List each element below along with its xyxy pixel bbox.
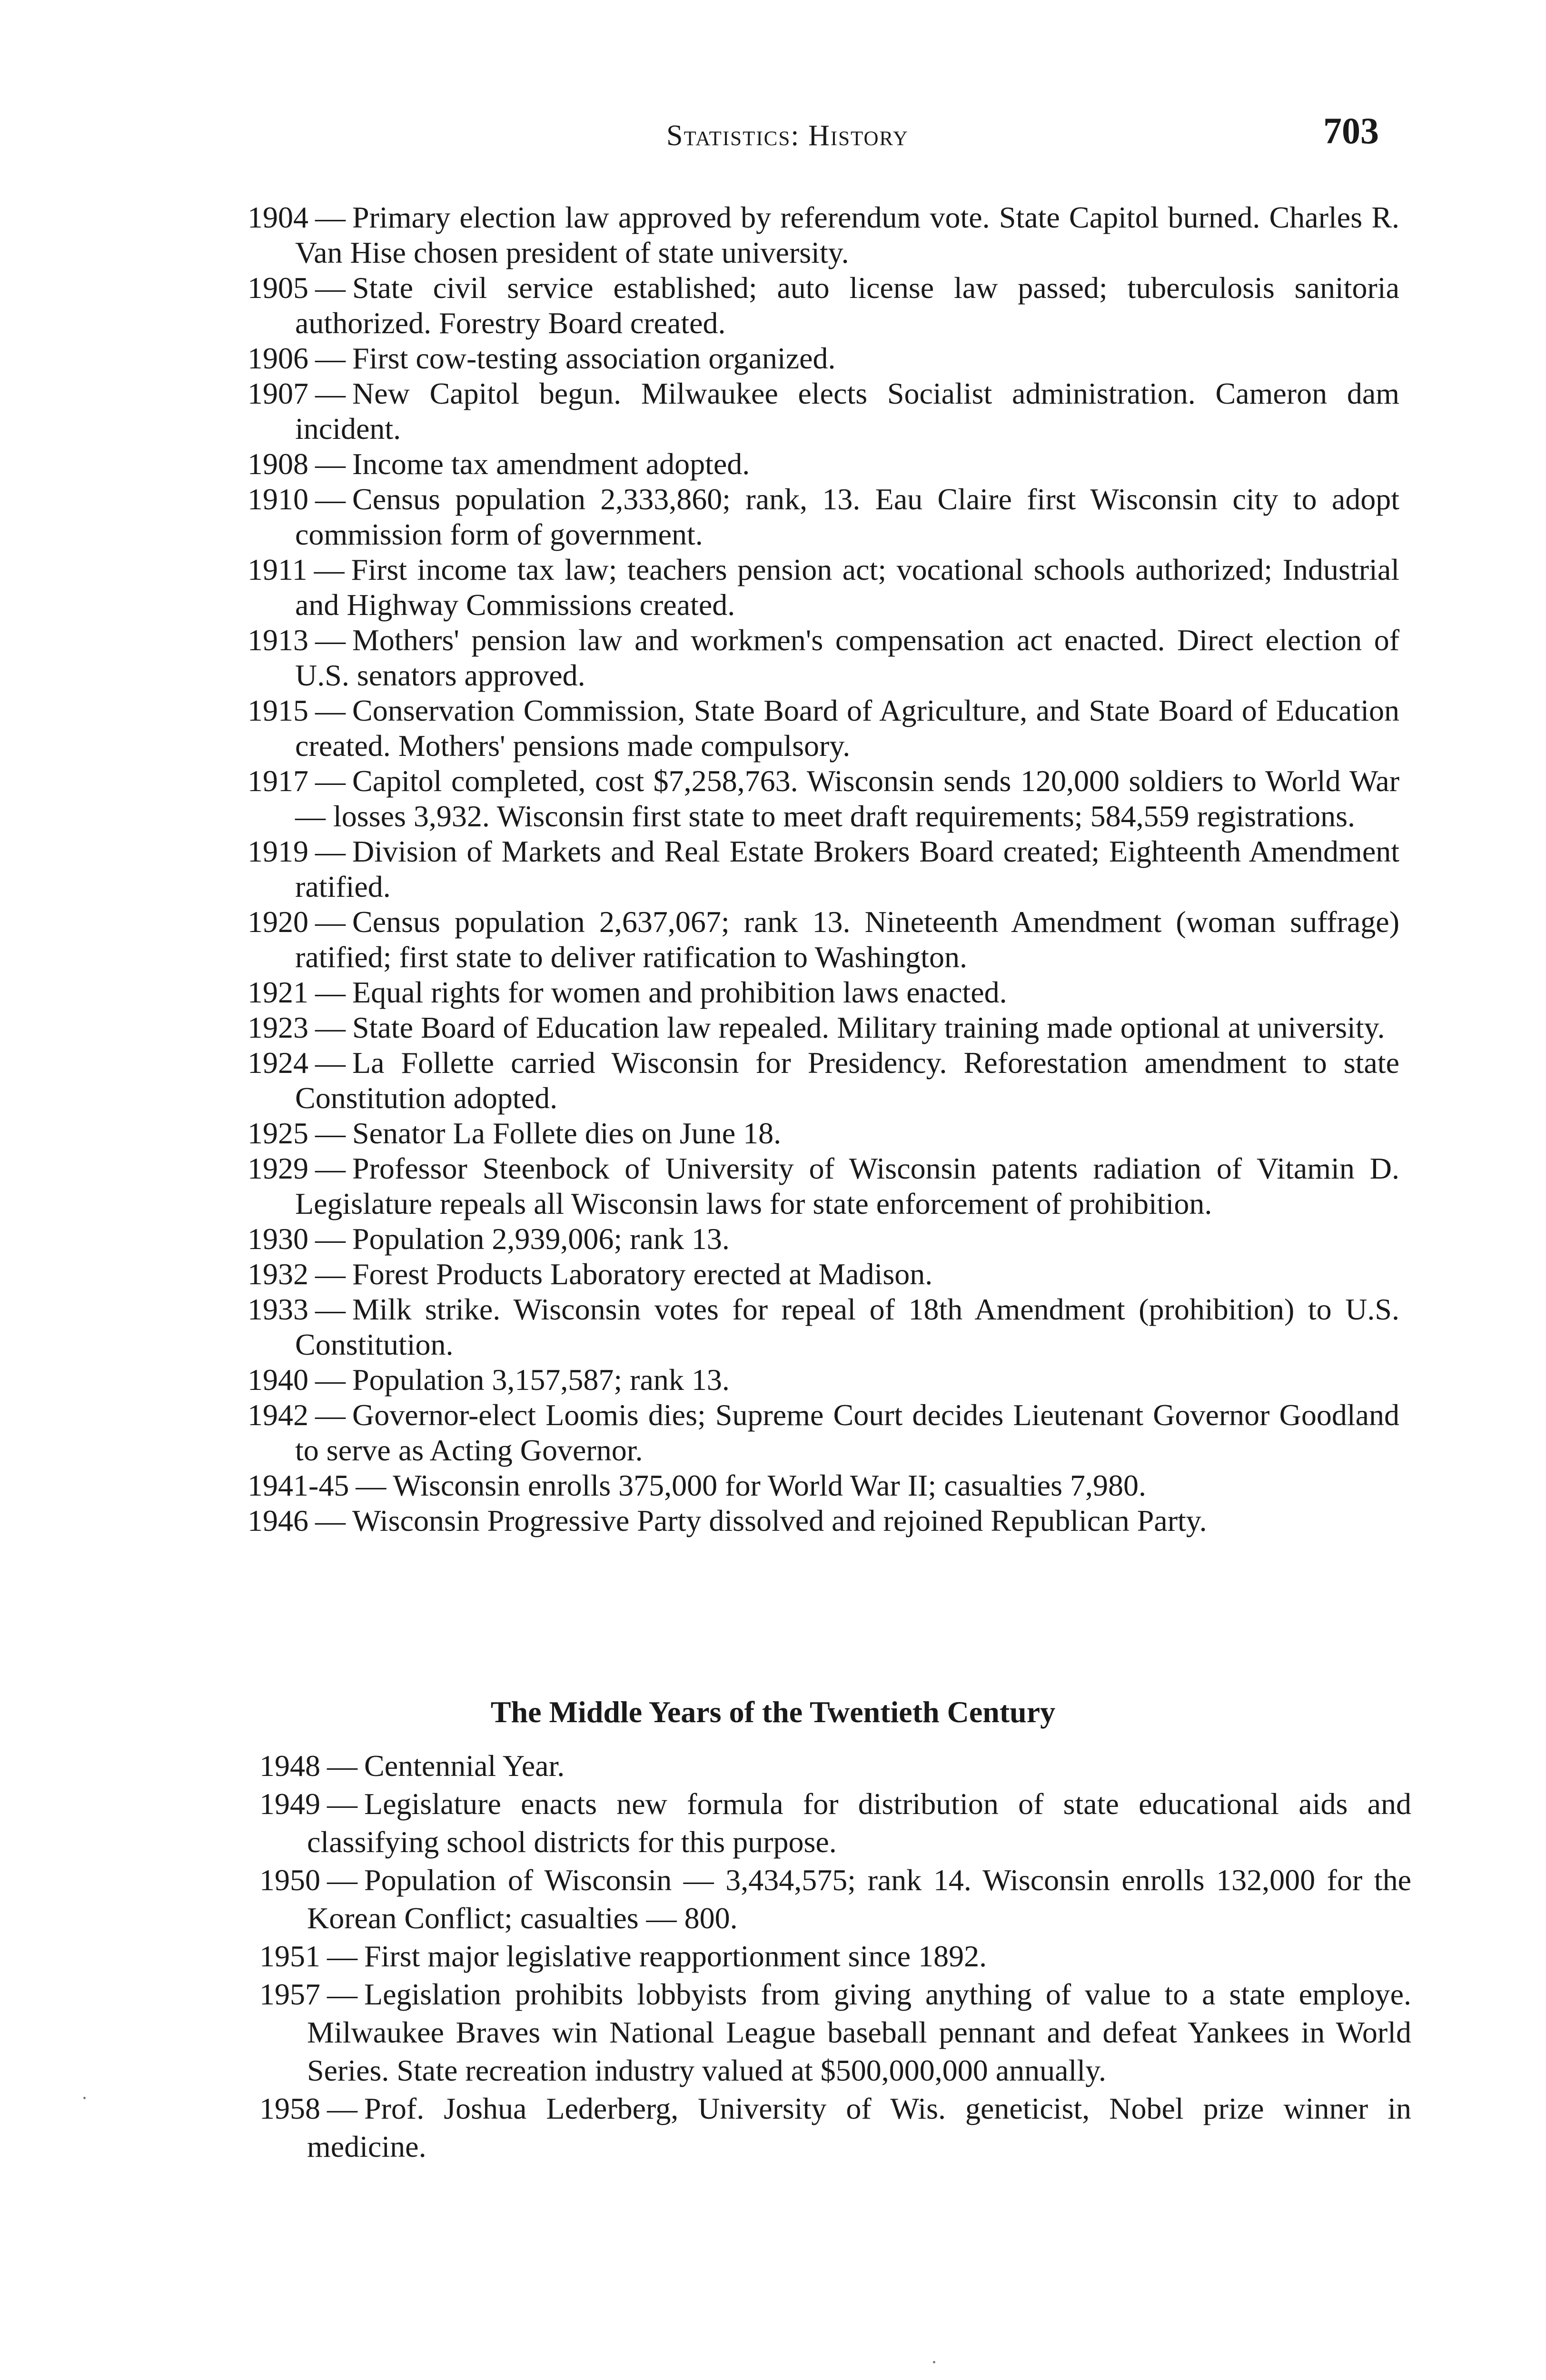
chronology-entry xyxy=(248,482,1399,552)
entry-dash: — xyxy=(315,341,346,375)
entry-text: First income tax law; teachers pension act; vocational schools authorized; Industrial and Highway Commissions created. xyxy=(295,553,1399,622)
entry-dash: — xyxy=(315,834,346,868)
entry-text: State civil service established; auto license law passed; tuberculosis sanitoria authorized. Forestry Board created. xyxy=(295,271,1399,340)
chronology-entry xyxy=(248,904,1399,975)
entry-year: 1946 xyxy=(248,1504,308,1537)
entry-text: New Capitol begun. Milwaukee elects Socialist administration. Cameron dam incident. xyxy=(295,377,1399,446)
entry-dash: — xyxy=(356,1468,386,1502)
entry-dash: — xyxy=(327,1977,357,2011)
entry-text: Division of Markets and Real Estate Brokers Board created; Eighteenth Amendment ratified. xyxy=(295,834,1399,903)
entry-dash: — xyxy=(315,1116,346,1150)
entry-year: 1951 xyxy=(259,1939,320,1973)
entry-dash: — xyxy=(315,200,346,234)
chronology-entry xyxy=(248,975,1399,1010)
entry-dash: — xyxy=(327,1787,357,1821)
chronology-entry xyxy=(248,1010,1399,1045)
chronology-entry xyxy=(259,2090,1411,2166)
entry-text: Professor Steenbock of University of Wisconsin patents radiation of Vitamin D. Legislature repeals all Wisconsin laws for state enforcement of prohibition. xyxy=(295,1151,1399,1220)
entry-year: 1910 xyxy=(248,482,308,516)
entry-dash: — xyxy=(315,975,346,1009)
entry-year: 1958 xyxy=(259,2092,320,2125)
entry-dash: — xyxy=(315,1292,346,1326)
entry-dash: — xyxy=(315,1257,346,1291)
entry-text: Governor-elect Loomis dies; Supreme Court decides Lieutenant Governor Goodland to serve as Acting Governor. xyxy=(295,1398,1399,1467)
chronology-entry xyxy=(259,1785,1411,1861)
entry-year: 1915 xyxy=(248,694,308,727)
entry-text: La Follette carried Wisconsin for Presidency. Reforestation amendment to state Constitution adopted. xyxy=(295,1046,1399,1115)
entry-year: 1921 xyxy=(248,975,308,1009)
entry-dash: — xyxy=(314,553,345,586)
scan-speck xyxy=(933,2361,935,2363)
entry-year: 1911 xyxy=(248,553,307,586)
chronology-entry xyxy=(248,1398,1399,1468)
entry-dash: — xyxy=(315,1151,346,1185)
entry-year: 1940 xyxy=(248,1363,308,1397)
entry-text: Capitol completed, cost $7,258,763. Wisconsin sends 120,000 soldiers to World War — losses 3,932. Wisconsin first state to meet draft requirements; 584,559 registrations. xyxy=(295,764,1399,833)
chronology-entry xyxy=(248,200,1399,270)
entry-year: 1908 xyxy=(248,447,308,481)
chronology-entry xyxy=(248,1257,1399,1292)
entry-dash: — xyxy=(327,1939,357,1973)
entry-year: 1932 xyxy=(248,1257,308,1291)
chronology-entry xyxy=(248,1362,1399,1398)
entry-text: Legislation prohibits lobbyists from giving anything of value to a state employe. Milwaukee Braves win National League baseball pennant and defeat Yankees in World Series. State recreation industry valued at $500,000,000 annually. xyxy=(307,1977,1411,2087)
entry-year: 1925 xyxy=(248,1116,308,1150)
entry-dash: — xyxy=(315,905,346,939)
entry-text: Primary election law approved by referendum vote. State Capitol burned. Charles R. Van Hise chosen president of state university. xyxy=(295,200,1399,269)
entry-dash: — xyxy=(315,1398,346,1432)
entry-text: Prof. Joshua Lederberg, University of Wis. geneticist, Nobel prize winner in medicine. xyxy=(307,2092,1411,2163)
entry-dash: — xyxy=(315,694,346,727)
chronology-entry xyxy=(248,1503,1399,1538)
section-heading: The Middle Years of the Twentieth Century xyxy=(490,1695,1056,1729)
entry-dash: — xyxy=(315,482,346,516)
entry-text: Milk strike. Wisconsin votes for repeal of 18th Amendment (prohibition) to U.S. Constitution. xyxy=(295,1292,1399,1361)
entry-dash: — xyxy=(327,2092,357,2125)
entry-dash: — xyxy=(315,1046,346,1080)
entry-year: 1941-45 xyxy=(248,1468,349,1502)
entry-text: Census population 2,333,860; rank, 13. Eau Claire first Wisconsin city to adopt commission form of government. xyxy=(295,482,1399,551)
chronology-entry xyxy=(248,1468,1399,1503)
chronology-entry xyxy=(248,834,1399,904)
entry-text: Equal rights for women and prohibition laws enacted. xyxy=(352,975,1007,1009)
page-number: 703 xyxy=(1323,110,1379,151)
running-head: Statistics: History xyxy=(666,119,909,152)
entry-year: 1907 xyxy=(248,377,308,410)
entry-text: Forest Products Laboratory erected at Madison. xyxy=(352,1257,933,1291)
chronology-entry xyxy=(248,1116,1399,1151)
entry-dash: — xyxy=(327,1863,357,1897)
entry-year: 1957 xyxy=(259,1977,320,2011)
entry-dash: — xyxy=(327,1749,357,1783)
entry-dash: — xyxy=(315,623,346,657)
entry-year: 1924 xyxy=(248,1046,308,1080)
chronology-entry xyxy=(259,1747,1411,1785)
entry-text: Census population 2,637,067; rank 13. Nineteenth Amendment (woman suffrage) ratified; first state to deliver ratification to Washington. xyxy=(295,905,1399,974)
scan-speck xyxy=(83,2097,86,2099)
entry-text: Population 3,157,587; rank 13. xyxy=(352,1363,730,1397)
chronology-entry xyxy=(259,1861,1411,1937)
chronology-entry xyxy=(259,1975,1411,2090)
chronology-entry xyxy=(248,693,1399,764)
entry-text: Conservation Commission, State Board of Agriculture, and State Board of Education created. Mothers' pensions made compulsory. xyxy=(295,694,1399,763)
entry-text: Legislature enacts new formula for distribution of state educational aids and classifying school districts for this purpose. xyxy=(307,1787,1411,1859)
entry-text: First cow-testing association organized. xyxy=(352,341,836,375)
entry-year: 1905 xyxy=(248,271,308,305)
entry-text: Mothers' pension law and workmen's compensation act enacted. Direct election of U.S. senators approved. xyxy=(295,623,1399,692)
entry-text: Population of Wisconsin — 3,434,575; rank 14. Wisconsin enrolls 132,000 for the Korean Conflict; casualties — 800. xyxy=(307,1863,1411,1935)
entry-year: 1906 xyxy=(248,341,308,375)
entry-text: Senator La Follete dies on June 18. xyxy=(352,1116,782,1150)
entry-text: Population 2,939,006; rank 13. xyxy=(352,1222,730,1256)
chronology-entry xyxy=(248,1292,1399,1362)
entry-text: Wisconsin Progressive Party dissolved and rejoined Republican Party. xyxy=(352,1504,1207,1537)
entry-dash: — xyxy=(315,1222,346,1256)
entry-year: 1920 xyxy=(248,905,308,939)
chronology-entry xyxy=(248,552,1399,623)
chronology-entry xyxy=(248,1151,1399,1221)
entry-text: Centennial Year. xyxy=(364,1749,565,1783)
entry-year: 1950 xyxy=(259,1863,320,1897)
entry-year: 1904 xyxy=(248,200,308,234)
chronology-entry xyxy=(259,1937,1411,1975)
entry-year: 1919 xyxy=(248,834,308,868)
entry-dash: — xyxy=(315,1011,346,1044)
entry-year: 1913 xyxy=(248,623,308,657)
entry-dash: — xyxy=(315,764,346,798)
entry-text: Income tax amendment adopted. xyxy=(352,447,750,481)
chronology-entry xyxy=(248,270,1399,341)
entry-text: Wisconsin enrolls 375,000 for World War II; casualties 7,980. xyxy=(393,1468,1146,1502)
chronology-entry xyxy=(248,376,1399,446)
chronology-entry xyxy=(248,446,1399,482)
chronology-entry xyxy=(248,1221,1399,1257)
chronology-entry xyxy=(248,341,1399,376)
entry-year: 1923 xyxy=(248,1011,308,1044)
chronology-list-early xyxy=(248,200,1399,1538)
entry-year: 1942 xyxy=(248,1398,308,1432)
chronology-entry xyxy=(248,1045,1399,1116)
entry-year: 1930 xyxy=(248,1222,308,1256)
chronology-entry xyxy=(248,764,1399,834)
entry-year: 1917 xyxy=(248,764,308,798)
entry-dash: — xyxy=(315,1504,346,1537)
chronology-list-middle xyxy=(259,1747,1411,2166)
entry-text: State Board of Education law repealed. Military training made optional at university. xyxy=(352,1011,1385,1044)
entry-year: 1929 xyxy=(248,1151,308,1185)
entry-dash: — xyxy=(315,447,346,481)
entry-year: 1933 xyxy=(248,1292,308,1326)
entry-text: First major legislative reapportionment since 1892. xyxy=(364,1939,987,1973)
entry-year: 1949 xyxy=(259,1787,320,1821)
entry-dash: — xyxy=(315,1363,346,1397)
chronology-entry xyxy=(248,623,1399,693)
entry-dash: — xyxy=(315,377,346,410)
entry-dash: — xyxy=(315,271,346,305)
entry-year: 1948 xyxy=(259,1749,320,1783)
